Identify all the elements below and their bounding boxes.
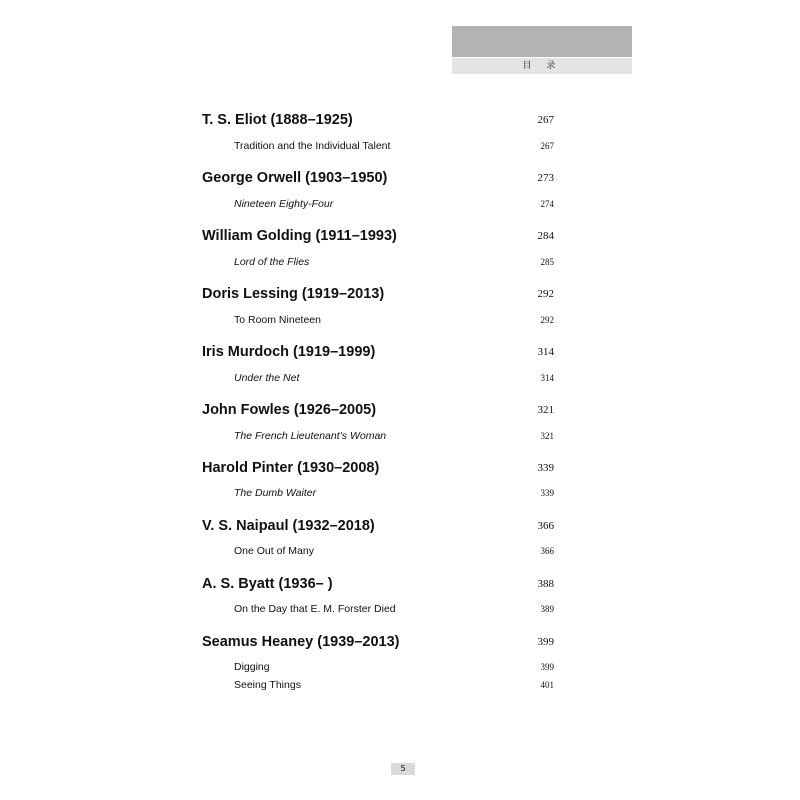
toc-work[interactable]: The French Lieutenant’s Woman xyxy=(234,430,387,442)
toc-author[interactable]: Seamus Heaney (1939–2013) xyxy=(202,634,400,650)
toc-work-page: 401 xyxy=(540,680,554,690)
toc-author-page: 339 xyxy=(537,462,554,474)
toc-work-page: 321 xyxy=(540,431,554,441)
toc-author-page: 321 xyxy=(537,404,554,416)
toc-author[interactable]: Harold Pinter (1930–2008) xyxy=(202,460,380,476)
toc-work-page: 339 xyxy=(540,488,554,498)
toc-work-page: 314 xyxy=(540,373,554,383)
toc-work-page: 267 xyxy=(540,141,554,151)
toc-author-page: 273 xyxy=(537,172,554,184)
toc-author-page: 388 xyxy=(537,578,554,590)
toc-work-page: 389 xyxy=(540,604,554,614)
toc-work[interactable]: The Dumb Waiter xyxy=(234,487,317,499)
toc-author-page: 314 xyxy=(537,346,554,358)
toc-work[interactable]: Tradition and the Individual Talent xyxy=(234,140,391,152)
toc-author[interactable]: John Fowles (1926–2005) xyxy=(202,402,377,418)
toc-author-page: 292 xyxy=(537,288,554,300)
toc-author-page: 284 xyxy=(537,230,554,242)
toc-author[interactable]: A. S. Byatt (1936– ) xyxy=(202,576,333,592)
toc-work[interactable]: Seeing Things xyxy=(234,679,301,691)
toc-work-page: 274 xyxy=(540,199,554,209)
toc-author[interactable]: William Golding (1911–1993) xyxy=(202,228,397,244)
toc-work-page: 399 xyxy=(540,662,554,672)
page-number: 5 xyxy=(391,763,415,775)
toc-author[interactable]: V. S. Naipaul (1932–2018) xyxy=(202,518,375,534)
toc-work[interactable]: One Out of Many xyxy=(234,545,314,557)
header-label: 目 录 xyxy=(452,58,632,74)
toc-work-page: 292 xyxy=(540,315,554,325)
toc-work[interactable]: Digging xyxy=(234,661,270,673)
toc-work-page: 285 xyxy=(540,257,554,267)
toc-work-page: 366 xyxy=(540,546,554,556)
toc-work[interactable]: To Room Nineteen xyxy=(234,314,321,326)
toc-author-page: 267 xyxy=(537,114,554,126)
toc-author[interactable]: George Orwell (1903–1950) xyxy=(202,170,388,186)
toc-author-page: 366 xyxy=(537,520,554,532)
toc-author-page: 399 xyxy=(537,636,554,648)
toc-work[interactable]: Lord of the Flies xyxy=(234,256,310,268)
toc-author[interactable]: T. S. Eliot (1888–1925) xyxy=(202,112,353,128)
toc-work[interactable]: On the Day that E. M. Forster Died xyxy=(234,603,396,615)
toc-author[interactable]: Doris Lessing (1919–2013) xyxy=(202,286,385,302)
toc-work[interactable]: Nineteen Eighty-Four xyxy=(234,198,334,210)
toc-author[interactable]: Iris Murdoch (1919–1999) xyxy=(202,344,376,360)
toc-work[interactable]: Under the Net xyxy=(234,372,300,384)
